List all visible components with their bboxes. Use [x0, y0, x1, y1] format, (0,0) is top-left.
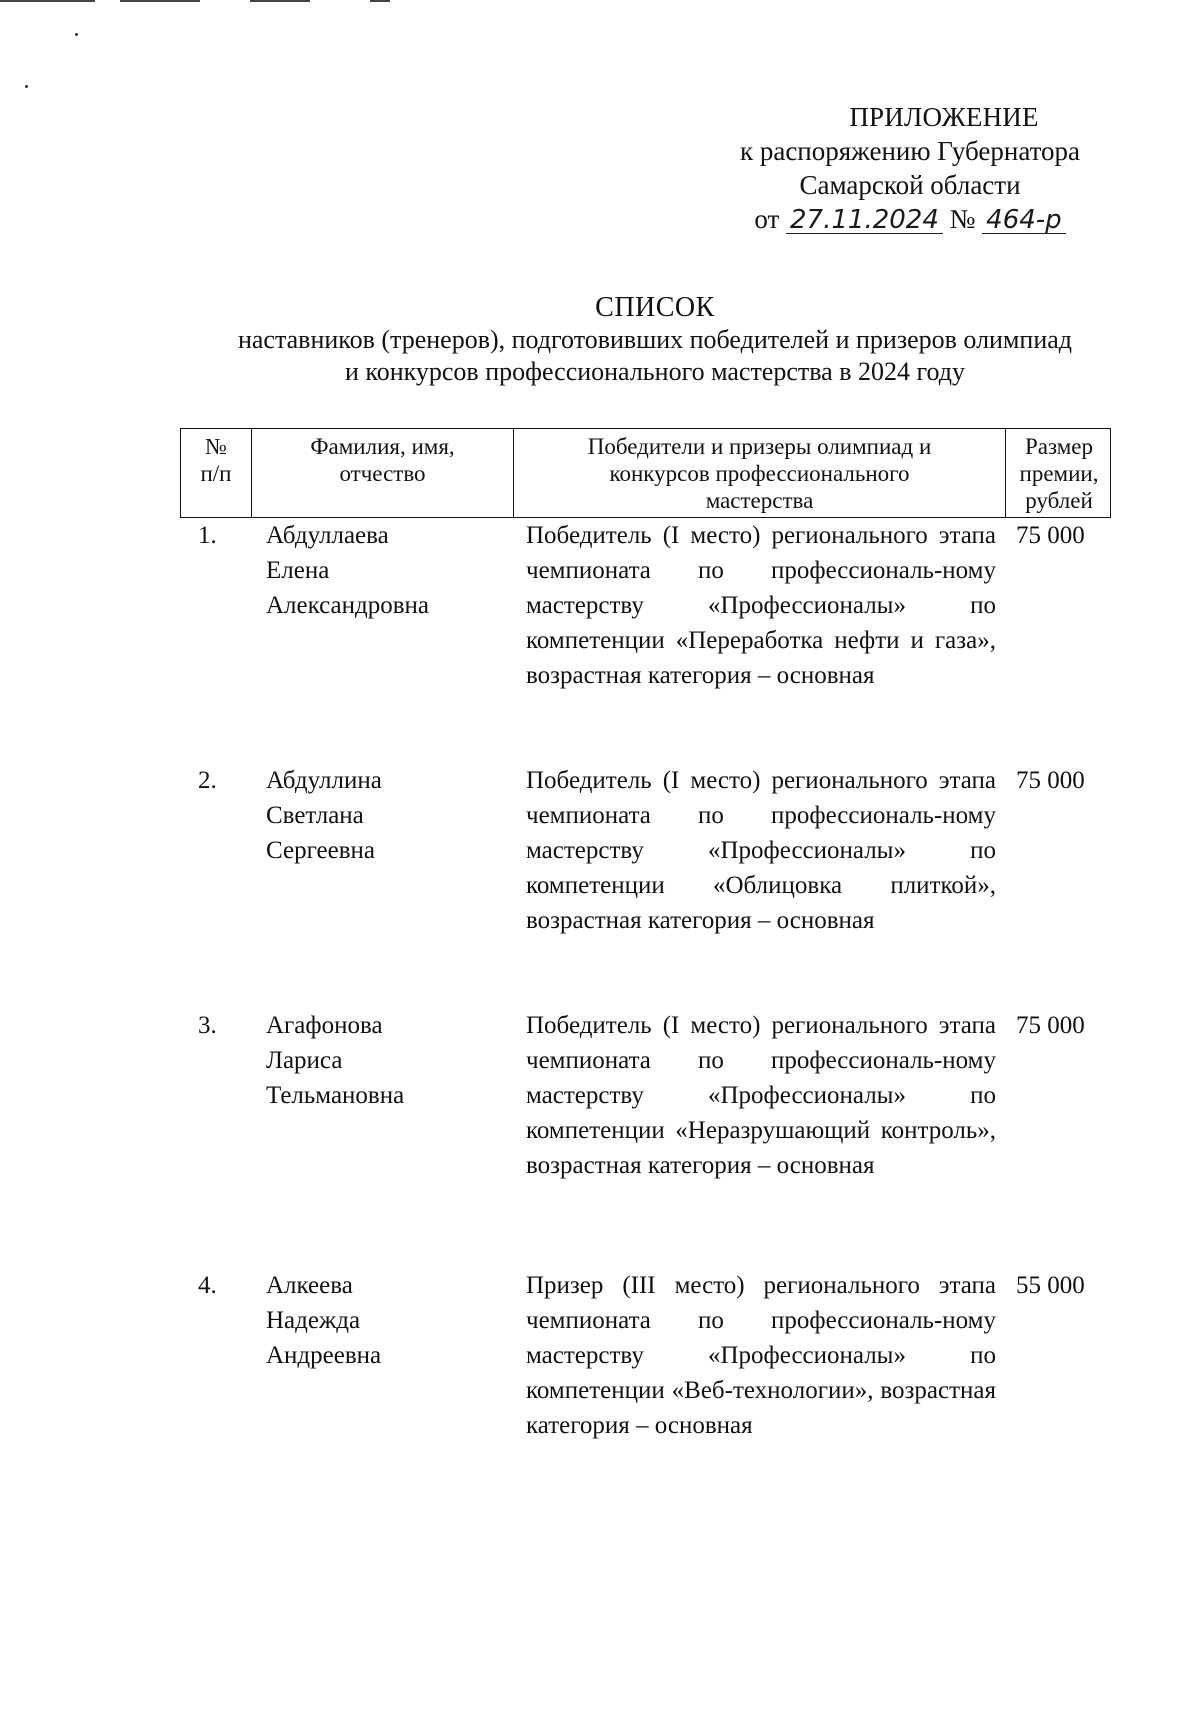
row-number: 1.	[198, 522, 217, 549]
row-number: 4.	[198, 1272, 217, 1299]
row-achievement: Победитель (I место) регионального этапа чемпионата по профессиональ-ному мастерству «Профессионалы» по компетенции «Переработка нефти и газа», возрастная категория – основная	[526, 522, 996, 689]
number-prefix: №	[949, 204, 976, 234]
row-achievement: Победитель (I место) регионального этапа чемпионата по профессиональ-ному мастерству «Профессионалы» по компетенции «Неразрушающий контроль», возрастная категория – основная	[526, 1012, 996, 1179]
scan-speck	[75, 33, 78, 36]
row-full-name	[266, 763, 516, 868]
header-prize: Размер премии, рублей	[1019, 434, 1099, 513]
row-patronymic: Александровна	[266, 592, 430, 619]
row-surname: Абдуллаева	[266, 522, 389, 549]
row-surname: Агафонова	[266, 1012, 383, 1039]
scan-artifact	[250, 0, 310, 2]
row-full-name	[266, 518, 516, 623]
header-name: Фамилия, имя, отчество	[252, 429, 514, 517]
row-achievement: Победитель (I место) регионального этапа чемпионата по профессиональ-ному мастерству «Профессионалы» по компетенции «Облицовка плиткой», возрастная категория – основная	[526, 767, 996, 934]
document-subtitle-line-1: наставников (тренеров), подготовивших победителей и призеров олимпиад	[237, 325, 1073, 354]
row-surname: Алкеева	[266, 1272, 353, 1299]
date-prefix: от	[754, 204, 780, 234]
row-first-name: Светлана	[266, 802, 364, 829]
row-first-name: Елена	[266, 557, 330, 584]
scan-artifact	[370, 0, 390, 2]
row-surname: Абдуллина	[266, 767, 382, 794]
header-num: № п/п	[181, 429, 252, 517]
row-number: 2.	[198, 767, 217, 794]
row-prize: 75 000	[1016, 522, 1085, 549]
row-achievement: Призер (III место) регионального этапа чемпионата по профессиональ-ному мастерству «Профессионалы» по компетенции «Веб-технологии», возрастная категория – основная	[526, 1272, 996, 1439]
handwritten-number: 464-р	[982, 207, 1066, 234]
row-patronymic: Андреевна	[266, 1342, 382, 1369]
row-first-name: Лариса	[266, 1047, 343, 1074]
order-date-number	[754, 202, 1065, 236]
scan-artifact	[0, 0, 95, 2]
table-header	[180, 428, 1111, 518]
row-patronymic: Тельмановна	[266, 1082, 405, 1109]
header-achievement: Победители и призеры олимпиад и конкурсов профессионального мастерства	[514, 429, 1006, 517]
appendix-title: ПРИЛОЖЕНИЕ	[849, 102, 1039, 132]
row-prize: 55 000	[1016, 1272, 1085, 1299]
handwritten-date: 27.11.2024	[786, 207, 943, 234]
row-full-name	[266, 1268, 516, 1373]
scan-artifact	[120, 0, 200, 2]
row-prize: 75 000	[1016, 767, 1085, 794]
appendix-header	[700, 100, 1120, 236]
appendix-line-1: к распоряжению Губернатора	[739, 136, 1081, 166]
row-prize: 75 000	[1016, 1012, 1085, 1039]
row-full-name	[266, 1008, 516, 1113]
scan-speck	[25, 85, 28, 88]
document-title-block	[0, 292, 1200, 388]
document-subtitle-line-2: и конкурсов профессионального мастерства в 2024 году	[344, 357, 965, 386]
row-patronymic: Сергеевна	[266, 837, 375, 864]
appendix-line-2: Самарской области	[799, 170, 1021, 200]
row-number: 3.	[198, 1012, 217, 1039]
document-title: СПИСОК	[595, 292, 715, 323]
row-first-name: Надежда	[266, 1307, 361, 1334]
